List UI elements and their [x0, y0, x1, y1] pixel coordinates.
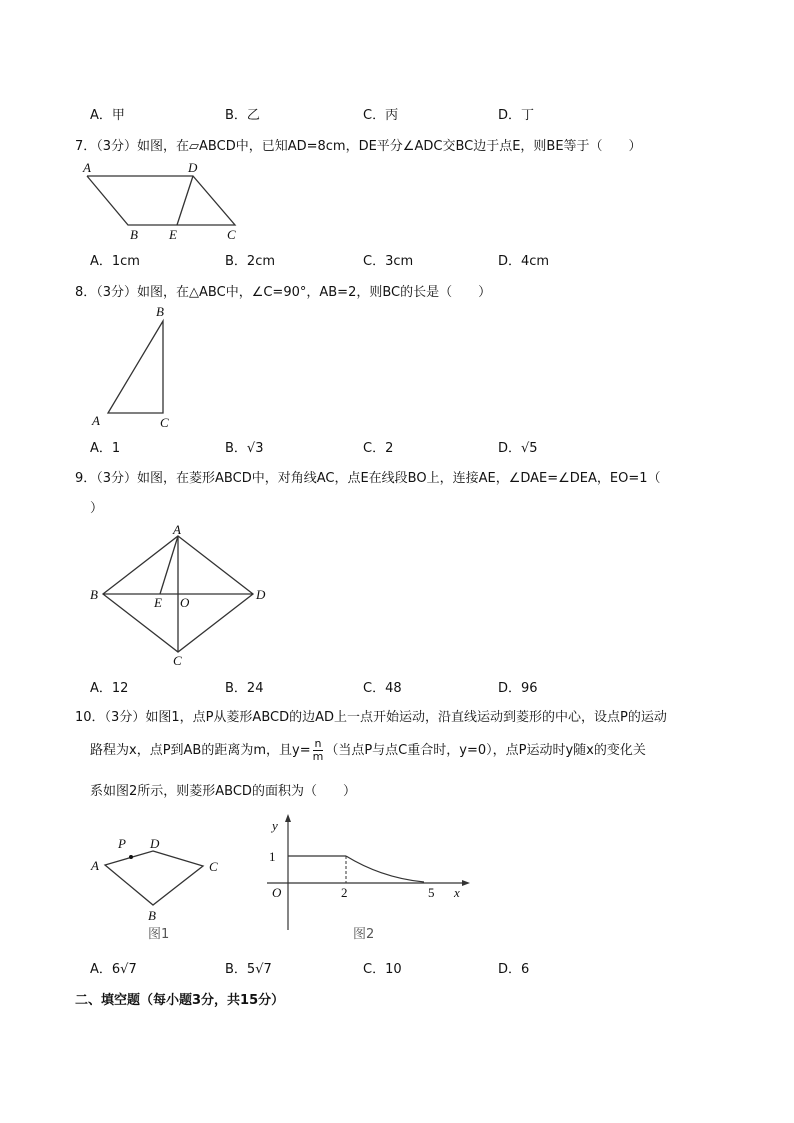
frac-denominator: m: [312, 750, 324, 763]
q8-option-d: D．√5: [498, 441, 538, 456]
label-c: C: [227, 227, 236, 242]
label-p: P: [118, 836, 126, 851]
fig2-caption: 图2: [353, 927, 375, 942]
q9-option-a: A．12: [90, 681, 129, 696]
label-c: C: [209, 859, 218, 874]
q7-option-c: C．3cm: [363, 254, 414, 269]
axis-label-x: x: [454, 885, 460, 900]
label-a: A: [173, 522, 181, 537]
q8-option-b: B．√3: [225, 441, 264, 456]
q7-parallelogram-figure: [85, 160, 245, 240]
q9-option-c: C．48: [363, 681, 402, 696]
q10-option-d: D．6: [498, 962, 530, 977]
q6-option-d: D．丁: [498, 108, 535, 123]
label-e: E: [154, 595, 162, 610]
label-a: A: [92, 413, 100, 428]
q10-text-a: 路程为x，点P到AB的距离为m，且y=: [90, 743, 311, 758]
q8-triangle-figure: [90, 305, 180, 430]
q10-option-a: A．6√7: [90, 962, 137, 977]
q10-stem-line2: [90, 738, 646, 763]
fraction-n-over-m: [313, 738, 324, 763]
q9-stem: 9．（3分）如图，在菱形ABCD中，对角线AC，点E在线段BO上，连接AE，∠DAE=∠DEA，EO=1（: [75, 471, 661, 486]
q6-option-c: C．丙: [363, 108, 399, 123]
label-a: A: [83, 160, 91, 175]
label-a: A: [91, 858, 99, 873]
fig1-caption: 图1: [148, 927, 170, 942]
label-d: D: [256, 587, 266, 602]
label-b: B: [130, 227, 138, 242]
frac-numerator: n: [314, 737, 322, 750]
q9-rhombus-figure: [88, 522, 273, 672]
q10-option-b: B．5√7: [225, 962, 272, 977]
q10-fig2-graph: [262, 812, 477, 947]
q10-text-b: （当点P与点C重合时，y=0），点P运动时y随x的变化关: [325, 743, 646, 758]
q6-option-a: A．甲: [90, 108, 125, 123]
q9-option-b: B．24: [225, 681, 264, 696]
q7-option-b: B．2cm: [225, 254, 276, 269]
label-d: D: [150, 836, 160, 851]
q10-fig1-rhombus: [88, 838, 228, 948]
section-2-heading: 二、填空题（每小题3分，共15分）: [75, 993, 285, 1008]
label-c: C: [160, 415, 169, 430]
q7-option-d: D．4cm: [498, 254, 550, 269]
q8-option-c: C．2: [363, 441, 394, 456]
q7-stem: 7．（3分）如图，在▱ABCD中，已知AD=8cm，DE平分∠ADC交BC边于点E，则BE等于（ ）: [75, 139, 642, 154]
q8-option-a: A．1: [90, 441, 121, 456]
tick-5: 5: [428, 885, 435, 900]
q7-option-a: A．1cm: [90, 254, 140, 269]
label-o: O: [180, 595, 190, 610]
q8-stem: 8．（3分）如图，在△ABC中，∠C=90°，AB=2，则BC的长是（ ）: [75, 285, 492, 300]
q9-stem-cont: ）: [90, 501, 104, 516]
q10-stem-line1: 10．（3分）如图1，点P从菱形ABCD的边AD上一点开始运动，沿直线运动到菱形的中心，设点P的运动: [75, 710, 667, 725]
label-b: B: [90, 587, 98, 602]
tick-2: 2: [341, 885, 348, 900]
label-b: B: [148, 908, 156, 923]
label-d: D: [188, 160, 198, 175]
label-e: E: [169, 227, 177, 242]
q9-option-d: D．96: [498, 681, 538, 696]
tick-1: 1: [269, 849, 276, 864]
origin-o: O: [272, 885, 282, 900]
q10-option-c: C．10: [363, 962, 402, 977]
q10-stem-line3: 系如图2所示，则菱形ABCD的面积为（ ）: [90, 784, 356, 799]
label-c: C: [173, 653, 182, 668]
q6-option-b: B．乙: [225, 108, 260, 123]
axis-label-y: y: [272, 818, 278, 833]
label-b: B: [156, 304, 164, 319]
